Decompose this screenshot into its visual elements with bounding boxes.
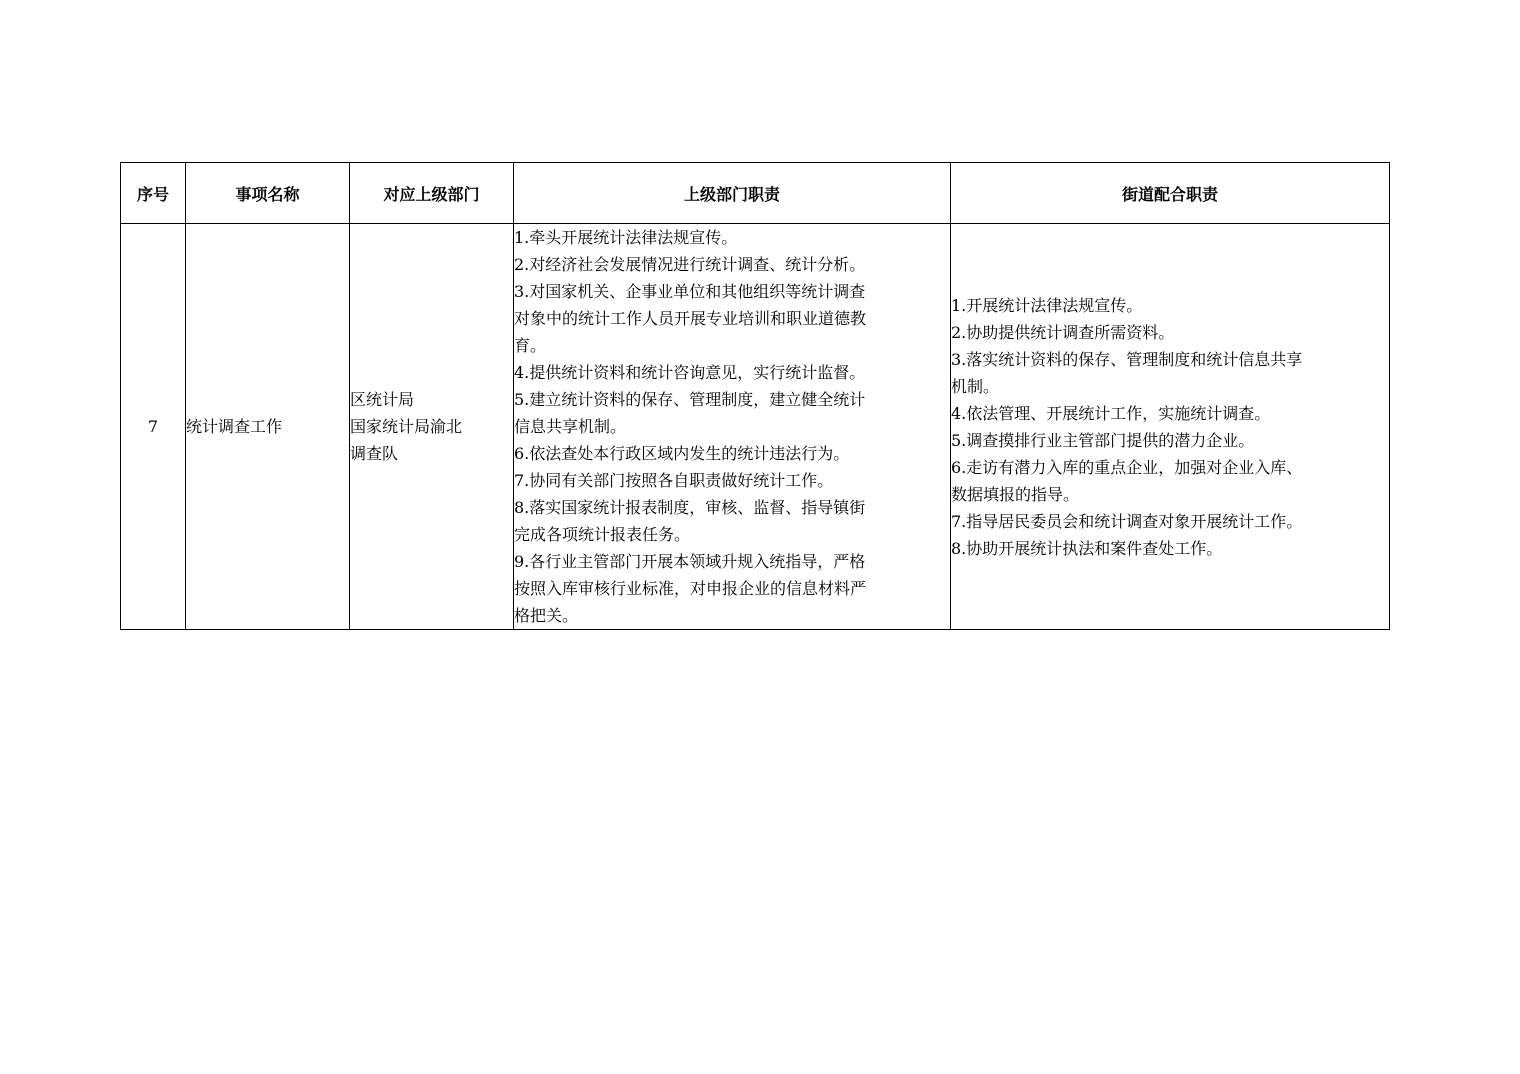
duty-table <box>120 162 1390 630</box>
upper-duty-line: 1.牵头开展统计法律法规宣传。 <box>514 228 738 247</box>
street-duty-line: 数据填报的指导。 <box>951 484 1080 504</box>
cell-upper-duties <box>514 224 951 630</box>
header-street-duties: 街道配合职责 <box>951 163 1390 224</box>
header-dept: 对应上级部门 <box>350 163 514 224</box>
upper-duty-line: 格把关。 <box>514 606 579 625</box>
dept-line: 区统计局 <box>350 390 415 409</box>
upper-duty-line: 9.各行业主管部门开展本领域升规入统指导，严格 <box>514 552 866 571</box>
upper-duty-line: 6.依法查处本行政区域内发生的统计违法行为。 <box>514 444 850 463</box>
header-item-name: 事项名称 <box>186 163 350 224</box>
street-duty-line: 2.协助提供统计调查所需资料。 <box>951 322 1175 342</box>
upper-duty-line: 7.协同有关部门按照各自职责做好统计工作。 <box>514 471 834 490</box>
street-duty-line: 8.协助开展统计执法和案件查处工作。 <box>951 538 1223 558</box>
cell-dept <box>350 224 514 630</box>
upper-duty-line: 育。 <box>514 336 547 355</box>
upper-duty-line: 2.对经济社会发展情况进行统计调查、统计分析。 <box>514 255 866 274</box>
upper-duty-line: 3.对国家机关、企事业单位和其他组织等统计调查 <box>514 282 866 301</box>
cell-street-duties <box>951 224 1390 630</box>
header-upper-duties: 上级部门职责 <box>514 163 951 224</box>
header-seq: 序号 <box>121 163 186 224</box>
upper-duty-line: 按照入库审核行业标准，对申报企业的信息材料严 <box>514 579 867 598</box>
upper-duty-line: 8.落实国家统计报表制度，审核、监督、指导镇街 <box>514 498 866 517</box>
header-row <box>121 163 1390 224</box>
upper-duty-line: 信息共享机制。 <box>514 417 627 436</box>
upper-duty-line: 完成各项统计报表任务。 <box>514 525 691 544</box>
upper-duty-line: 5.建立统计资料的保存、管理制度，建立健全统计 <box>514 390 866 409</box>
dept-line: 国家统计局渝北 <box>350 417 463 436</box>
street-duty-line: 1.开展统计法律法规宣传。 <box>951 295 1143 315</box>
table-row <box>121 224 1390 630</box>
upper-duty-line: 对象中的统计工作人员开展专业培训和职业道德教 <box>514 309 867 328</box>
street-duty-line: 6.走访有潜力入库的重点企业，加强对企业入库、 <box>951 457 1303 477</box>
cell-item-name: 统计调查工作 <box>186 224 350 630</box>
street-duty-line: 3.落实统计资料的保存、管理制度和统计信息共享 <box>951 349 1303 369</box>
street-duty-line: 4.依法管理、开展统计工作，实施统计调查。 <box>951 403 1271 423</box>
street-duty-line: 5.调查摸排行业主管部门提供的潜力企业。 <box>951 430 1255 450</box>
upper-duty-line: 4.提供统计资料和统计咨询意见，实行统计监督。 <box>514 363 866 382</box>
street-duty-line: 7.指导居民委员会和统计调查对象开展统计工作。 <box>951 511 1303 531</box>
cell-seq: 7 <box>121 224 186 630</box>
street-duty-line: 机制。 <box>951 376 1000 396</box>
dept-line: 调查队 <box>350 444 399 463</box>
